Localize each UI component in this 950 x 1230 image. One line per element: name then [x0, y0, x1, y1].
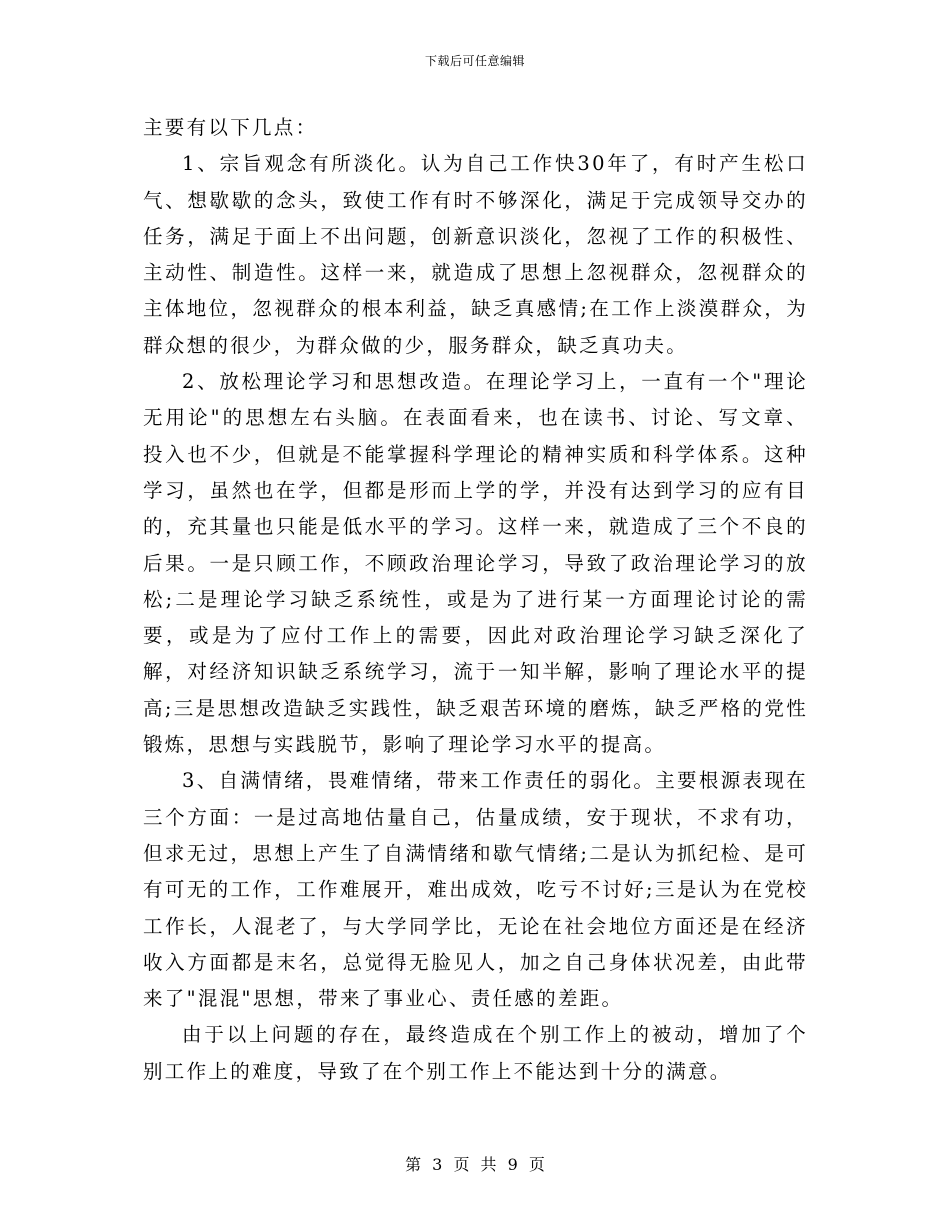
paragraph-conclusion: 由于以上问题的存在，最终造成在个别工作上的被动，增加了个别工作上的难度，导致了在个别工作上不能达到十分的满意。 [143, 1023, 808, 1083]
intro-paragraph: 主要有以下几点： [143, 116, 318, 139]
paragraph-point-3: 3、自满情绪，畏难情绪，带来工作责任的弱化。主要根源表现在三个方面：一是过高地估量自己，估量成绩，安于现状，不求有功，但求无过，思想上产生了自满情绪和歇气情绪;二是认为抓纪检、是可有可无的工作，工作难展开，难出成效，吃亏不讨好;三是认为在党校工作长，人混老了，与大学同学比，无论在社会地位方面还是在经济收入方面都是末名，总觉得无脸见人，加之自己身体状况差，由此带来了"混混"思想，带来了事业心、责任感的差距。 [143, 769, 808, 1011]
page-header-note: 下载后可任意编辑 [424, 54, 525, 68]
page-number: 第 3 页 共 9 页 [405, 1155, 545, 1174]
paragraph-point-1: 1、宗旨观念有所淡化。认为自己工作快30年了，有时产生松口气、想歇歇的念头，致使工作有时不够深化，满足于完成领导交办的任务，满足于面上不出问题，创新意识淡化，忽视了工作的积极性、主动性、制造性。这样一来，就造成了思想上忽视群众，忽视群众的主体地位，忽视群众的根本利益，缺乏真感情;在工作上淡漠群众，为群众想的很少，为群众做的少，服务群众，缺乏真功夫。 [143, 152, 808, 357]
paragraph-point-2: 2、放松理论学习和思想改造。在理论学习上，一直有一个"理论无用论"的思想左右头脑。在表面看来，也在读书、讨论、写文章、投入也不少，但就是不能掌握科学理论的精神实质和科学体系。这种学习，虽然也在学，但都是形而上学的学，并没有达到学习的应有目的，充其量也只能是低水平的学习。这样一来，就造成了三个不良的后果。一是只顾工作，不顾政治理论学习，导致了政治理论学习的放松;二是理论学习缺乏系统性，或是为了进行某一方面理论讨论的需要，或是为了应付工作上的需要，因此对政治理论学习缺乏深化了解，对经济知识缺乏系统学习，流于一知半解，影响了理论水平的提高;三是思想改造缺乏实践性，缺乏艰苦环境的磨炼，缺乏严格的党性锻炼，思想与实践脱节，影响了理论学习水平的提高。 [143, 370, 808, 757]
document-body [143, 110, 808, 1090]
